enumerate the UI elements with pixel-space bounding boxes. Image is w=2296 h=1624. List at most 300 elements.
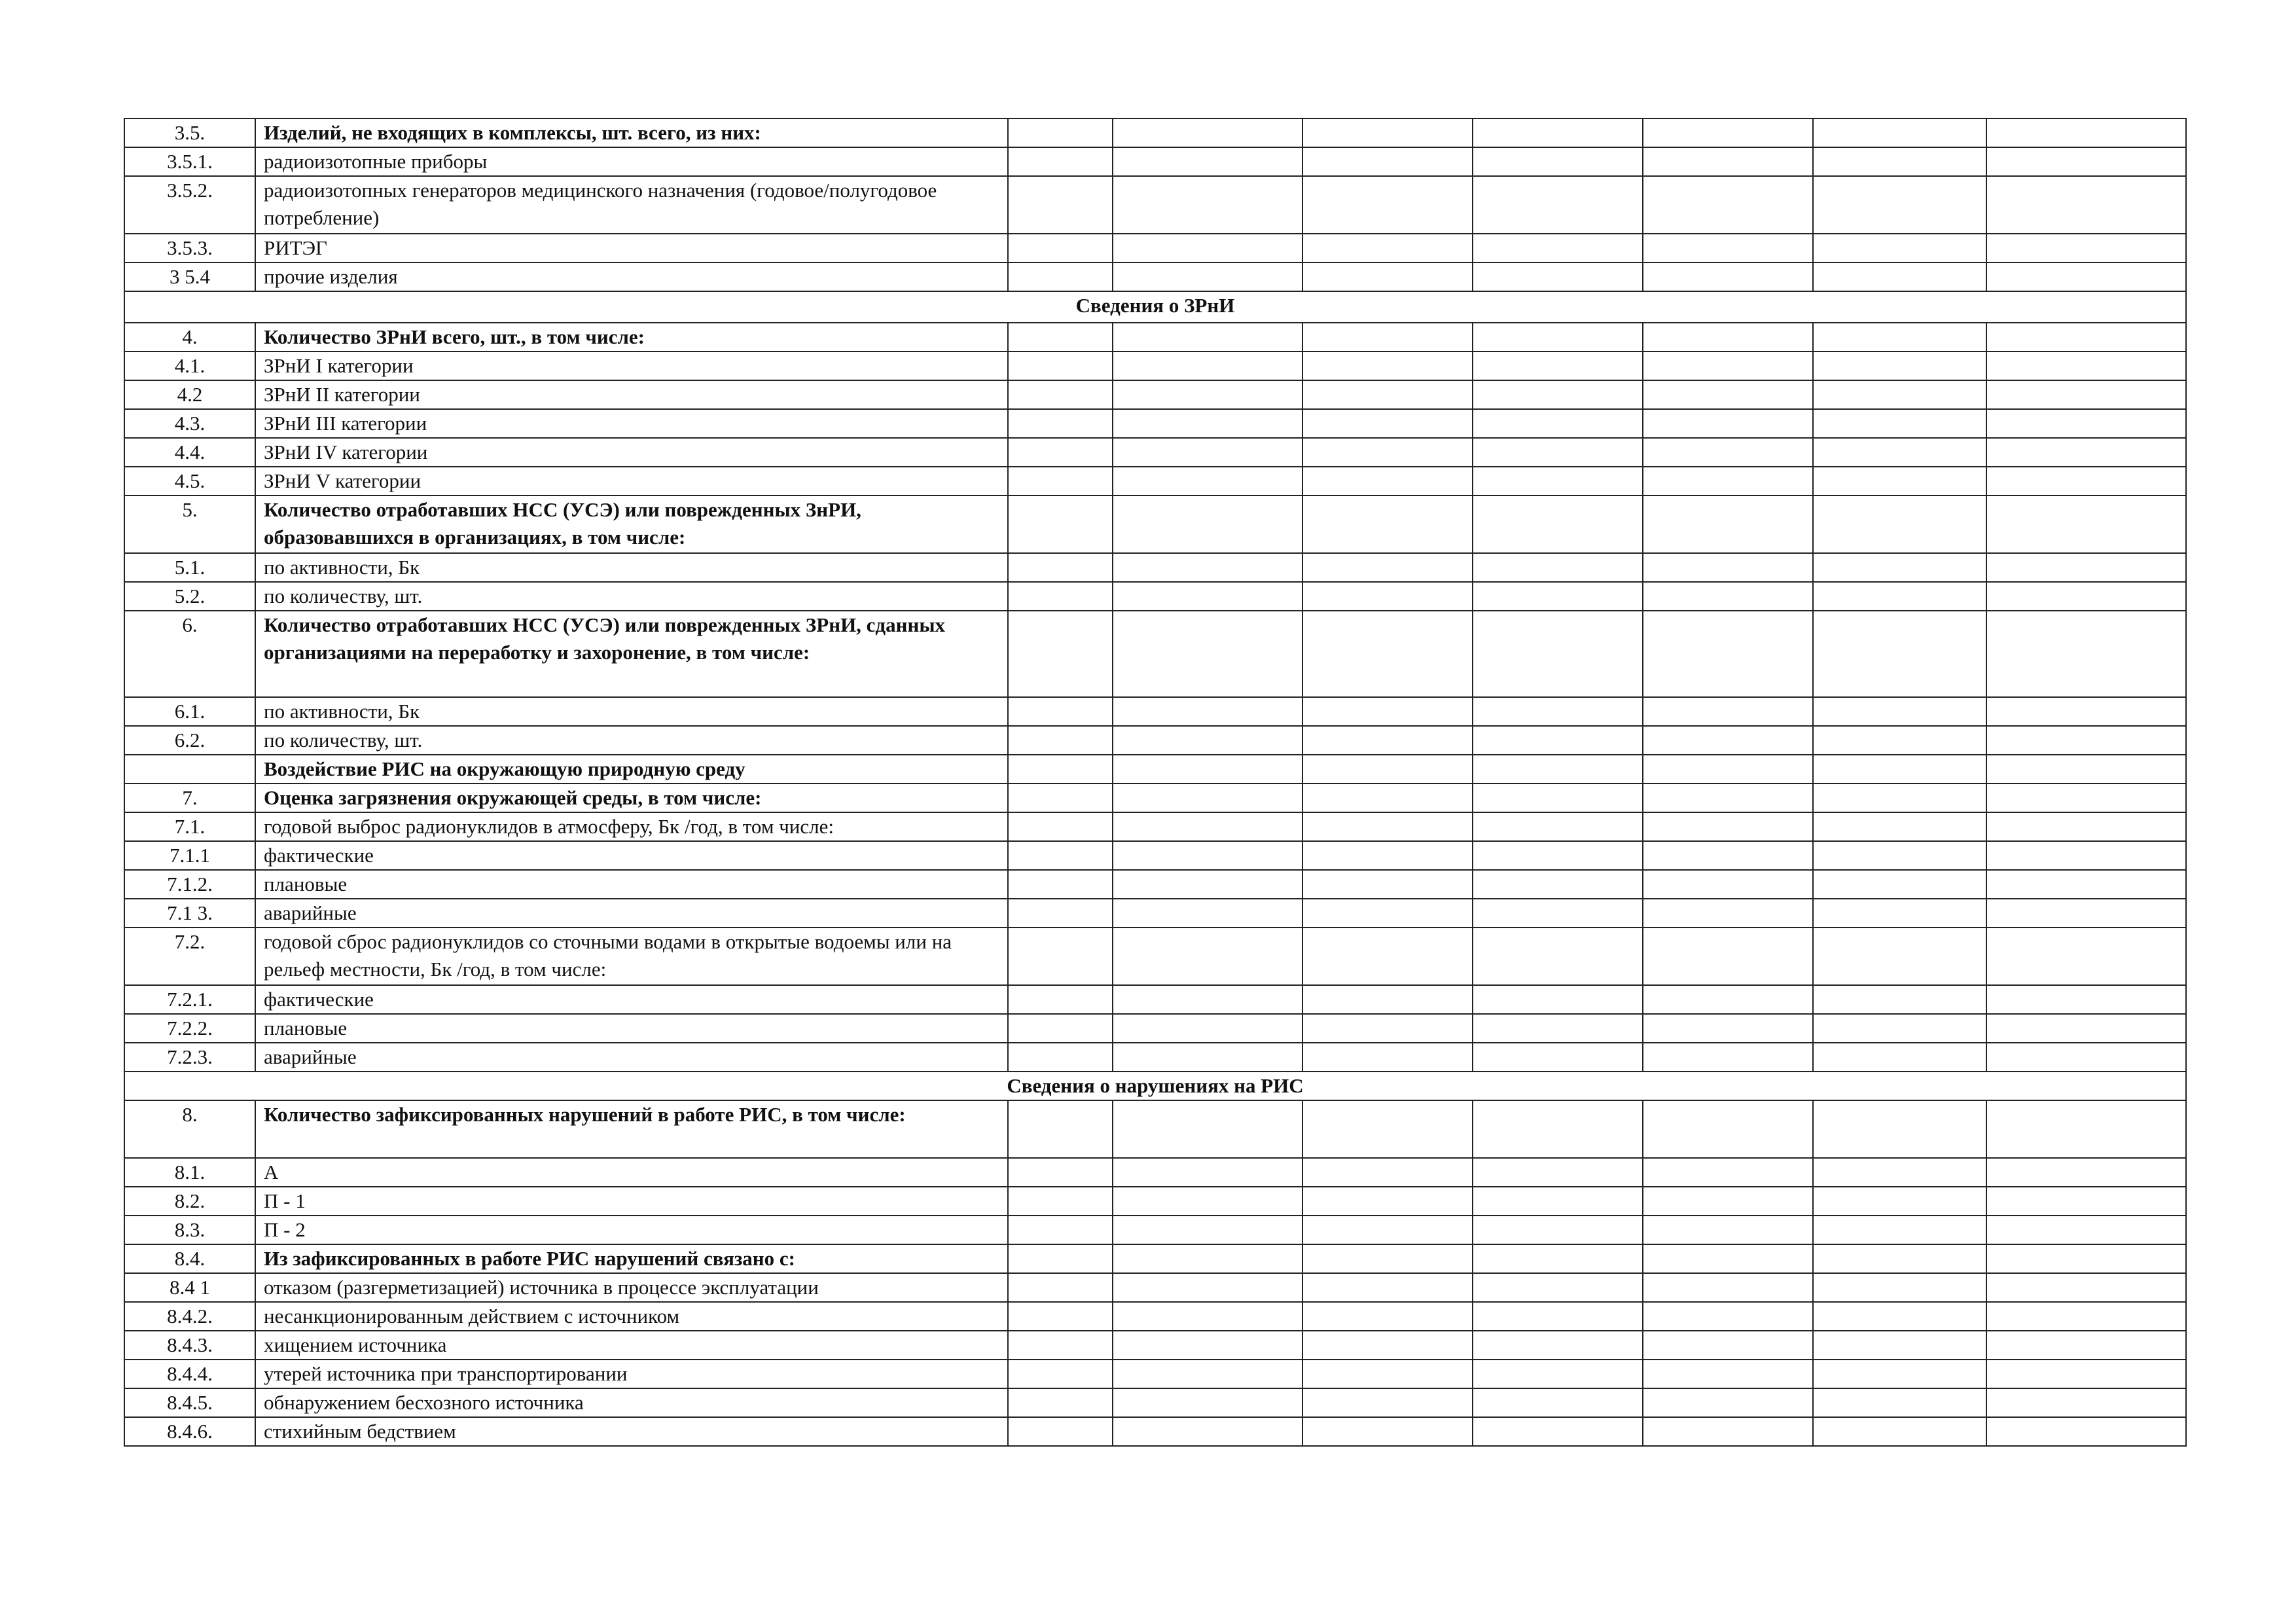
table-row: [124, 176, 2186, 234]
value-cell: [1813, 582, 1986, 611]
row-description: Оценка загрязнения окружающей среды, в том числе:: [255, 784, 1008, 812]
value-cell: [1113, 1158, 1302, 1187]
value-cell: [1302, 784, 1473, 812]
value-cell: [1302, 467, 1473, 496]
table-row: [124, 380, 2186, 409]
value-cell: [1986, 985, 2186, 1014]
value-cell: [1008, 1360, 1113, 1388]
row-number: [124, 755, 255, 784]
row-description: несанкционированным действием с источником: [255, 1302, 1008, 1331]
value-cell: [1302, 812, 1473, 841]
row-number: 6.: [124, 611, 255, 697]
value-cell: [1113, 841, 1302, 870]
value-cell: [1986, 1302, 2186, 1331]
value-cell: [1643, 380, 1813, 409]
row-description: хищением источника: [255, 1331, 1008, 1360]
value-cell: [1813, 409, 1986, 438]
value-cell: [1986, 784, 2186, 812]
value-cell: [1813, 985, 1986, 1014]
row-number: 7.2.3.: [124, 1043, 255, 1072]
value-cell: [1113, 438, 1302, 467]
value-cell: [1473, 1244, 1643, 1273]
value-cell: [1008, 841, 1113, 870]
value-cell: [1008, 147, 1113, 176]
value-cell: [1473, 1302, 1643, 1331]
value-cell: [1643, 262, 1813, 291]
value-cell: [1473, 467, 1643, 496]
value-cell: [1643, 1360, 1813, 1388]
value-cell: [1302, 496, 1473, 553]
value-cell: [1986, 262, 2186, 291]
value-cell: [1986, 1014, 2186, 1043]
value-cell: [1302, 697, 1473, 726]
row-description: П - 1: [255, 1187, 1008, 1216]
value-cell: [1473, 1043, 1643, 1072]
value-cell: [1302, 985, 1473, 1014]
value-cell: [1813, 812, 1986, 841]
value-cell: [1643, 352, 1813, 380]
value-cell: [1113, 1216, 1302, 1244]
value-cell: [1813, 1273, 1986, 1302]
value-cell: [1813, 323, 1986, 352]
row-description: аварийные: [255, 1043, 1008, 1072]
value-cell: [1473, 380, 1643, 409]
value-cell: [1986, 1100, 2186, 1158]
value-cell: [1986, 1216, 2186, 1244]
value-cell: [1113, 755, 1302, 784]
row-number: 8.4.3.: [124, 1331, 255, 1360]
value-cell: [1643, 438, 1813, 467]
value-cell: [1813, 1158, 1986, 1187]
value-cell: [1113, 1360, 1302, 1388]
value-cell: [1986, 467, 2186, 496]
value-cell: [1643, 611, 1813, 697]
value-cell: [1113, 784, 1302, 812]
value-cell: [1643, 1417, 1813, 1446]
value-cell: [1113, 1187, 1302, 1216]
value-cell: [1302, 1158, 1473, 1187]
value-cell: [1643, 1244, 1813, 1273]
row-number: 5.1.: [124, 553, 255, 582]
section-row: [124, 291, 2186, 323]
value-cell: [1008, 409, 1113, 438]
value-cell: [1643, 1043, 1813, 1072]
value-cell: [1473, 812, 1643, 841]
value-cell: [1473, 1014, 1643, 1043]
value-cell: [1643, 1216, 1813, 1244]
value-cell: [1986, 438, 2186, 467]
value-cell: [1473, 323, 1643, 352]
value-cell: [1302, 1273, 1473, 1302]
value-cell: [1813, 262, 1986, 291]
value-cell: [1302, 755, 1473, 784]
value-cell: [1813, 496, 1986, 553]
value-cell: [1473, 1100, 1643, 1158]
value-cell: [1643, 812, 1813, 841]
value-cell: [1986, 841, 2186, 870]
value-cell: [1986, 323, 2186, 352]
value-cell: [1643, 928, 1813, 985]
value-cell: [1113, 118, 1302, 147]
value-cell: [1008, 1014, 1113, 1043]
value-cell: [1113, 380, 1302, 409]
row-number: 8.4.5.: [124, 1388, 255, 1417]
row-description: Изделий, не входящих в комплексы, шт. всего, из них:: [255, 118, 1008, 147]
value-cell: [1986, 553, 2186, 582]
value-cell: [1813, 352, 1986, 380]
value-cell: [1008, 1100, 1113, 1158]
value-cell: [1008, 262, 1113, 291]
value-cell: [1643, 553, 1813, 582]
value-cell: [1302, 1100, 1473, 1158]
section-header: Сведения о нарушениях на РИС: [124, 1072, 2186, 1100]
value-cell: [1008, 582, 1113, 611]
value-cell: [1473, 697, 1643, 726]
value-cell: [1813, 1388, 1986, 1417]
row-number: 3.5.2.: [124, 176, 255, 234]
table-row: [124, 1388, 2186, 1417]
value-cell: [1302, 1360, 1473, 1388]
value-cell: [1813, 755, 1986, 784]
value-cell: [1113, 985, 1302, 1014]
row-description: по количеству, шт.: [255, 582, 1008, 611]
value-cell: [1643, 1158, 1813, 1187]
value-cell: [1113, 1302, 1302, 1331]
value-cell: [1302, 409, 1473, 438]
value-cell: [1986, 1331, 2186, 1360]
row-number: 8.4.: [124, 1244, 255, 1273]
value-cell: [1113, 1417, 1302, 1446]
value-cell: [1813, 1244, 1986, 1273]
value-cell: [1643, 899, 1813, 928]
value-cell: [1113, 176, 1302, 234]
row-number: 5.2.: [124, 582, 255, 611]
value-cell: [1643, 147, 1813, 176]
row-description: Количество зафиксированных нарушений в работе РИС, в том числе:: [255, 1100, 1008, 1158]
row-description: утерей источника при транспортировании: [255, 1360, 1008, 1388]
value-cell: [1113, 870, 1302, 899]
value-cell: [1986, 697, 2186, 726]
value-cell: [1113, 899, 1302, 928]
table-row: [124, 234, 2186, 262]
value-cell: [1302, 611, 1473, 697]
table-row: [124, 553, 2186, 582]
table-row: [124, 1417, 2186, 1446]
value-cell: [1813, 438, 1986, 467]
value-cell: [1008, 1302, 1113, 1331]
value-cell: [1473, 234, 1643, 262]
row-number: 4.5.: [124, 467, 255, 496]
value-cell: [1113, 928, 1302, 985]
value-cell: [1008, 755, 1113, 784]
value-cell: [1302, 118, 1473, 147]
value-cell: [1008, 496, 1113, 553]
value-cell: [1813, 1043, 1986, 1072]
row-description: Из зафиксированных в работе РИС нарушений связано с:: [255, 1244, 1008, 1273]
value-cell: [1643, 1187, 1813, 1216]
value-cell: [1008, 1273, 1113, 1302]
table-row: [124, 1014, 2186, 1043]
report-table: [124, 118, 2187, 1447]
row-number: 4.2: [124, 380, 255, 409]
value-cell: [1813, 841, 1986, 870]
row-number: 8.4 1: [124, 1273, 255, 1302]
value-cell: [1302, 1302, 1473, 1331]
value-cell: [1473, 582, 1643, 611]
table-row: [124, 899, 2186, 928]
value-cell: [1473, 352, 1643, 380]
table-row: [124, 611, 2186, 697]
value-cell: [1302, 899, 1473, 928]
value-cell: [1113, 1273, 1302, 1302]
value-cell: [1008, 726, 1113, 755]
row-description: Количество отработавших НСС (УСЭ) или поврежденных ЗнРИ, образовавшихся в организациях, в том числе:: [255, 496, 1008, 553]
value-cell: [1643, 118, 1813, 147]
table-row: [124, 1187, 2186, 1216]
value-cell: [1113, 582, 1302, 611]
value-cell: [1473, 1187, 1643, 1216]
value-cell: [1643, 496, 1813, 553]
row-number: 5.: [124, 496, 255, 553]
value-cell: [1113, 147, 1302, 176]
value-cell: [1986, 176, 2186, 234]
value-cell: [1473, 1417, 1643, 1446]
row-number: 4.3.: [124, 409, 255, 438]
table-row: [124, 323, 2186, 352]
table-row: [124, 870, 2186, 899]
value-cell: [1113, 726, 1302, 755]
row-description: стихийным бедствием: [255, 1417, 1008, 1446]
value-cell: [1643, 1331, 1813, 1360]
value-cell: [1986, 1244, 2186, 1273]
value-cell: [1302, 1388, 1473, 1417]
value-cell: [1813, 1417, 1986, 1446]
row-description: ЗРнИ IV категории: [255, 438, 1008, 467]
table-body: [124, 118, 2186, 1446]
value-cell: [1008, 812, 1113, 841]
value-cell: [1113, 1014, 1302, 1043]
value-cell: [1473, 1273, 1643, 1302]
value-cell: [1302, 234, 1473, 262]
row-number: 6.1.: [124, 697, 255, 726]
value-cell: [1473, 438, 1643, 467]
value-cell: [1473, 985, 1643, 1014]
value-cell: [1302, 841, 1473, 870]
value-cell: [1473, 1216, 1643, 1244]
table-row: [124, 467, 2186, 496]
table-row: [124, 697, 2186, 726]
value-cell: [1473, 1360, 1643, 1388]
table-row: [124, 118, 2186, 147]
value-cell: [1113, 1100, 1302, 1158]
value-cell: [1008, 352, 1113, 380]
value-cell: [1986, 1273, 2186, 1302]
table-row: [124, 582, 2186, 611]
value-cell: [1813, 784, 1986, 812]
value-cell: [1643, 726, 1813, 755]
row-description: А: [255, 1158, 1008, 1187]
value-cell: [1813, 697, 1986, 726]
value-cell: [1813, 928, 1986, 985]
value-cell: [1473, 611, 1643, 697]
value-cell: [1113, 1388, 1302, 1417]
value-cell: [1008, 1331, 1113, 1360]
value-cell: [1813, 1302, 1986, 1331]
value-cell: [1986, 380, 2186, 409]
value-cell: [1813, 1100, 1986, 1158]
value-cell: [1113, 409, 1302, 438]
table-row: [124, 352, 2186, 380]
value-cell: [1473, 147, 1643, 176]
value-cell: [1113, 1331, 1302, 1360]
row-description: по активности, Бк: [255, 553, 1008, 582]
row-number: 8.4.6.: [124, 1417, 255, 1446]
value-cell: [1643, 467, 1813, 496]
value-cell: [1813, 726, 1986, 755]
value-cell: [1986, 928, 2186, 985]
value-cell: [1643, 1014, 1813, 1043]
value-cell: [1302, 928, 1473, 985]
value-cell: [1008, 1158, 1113, 1187]
value-cell: [1113, 812, 1302, 841]
value-cell: [1302, 1417, 1473, 1446]
value-cell: [1643, 1100, 1813, 1158]
value-cell: [1473, 176, 1643, 234]
value-cell: [1813, 899, 1986, 928]
row-number: 4.1.: [124, 352, 255, 380]
value-cell: [1113, 262, 1302, 291]
row-number: 7.2.1.: [124, 985, 255, 1014]
value-cell: [1986, 582, 2186, 611]
value-cell: [1008, 467, 1113, 496]
row-number: 8.4.4.: [124, 1360, 255, 1388]
value-cell: [1113, 323, 1302, 352]
row-description: Количество ЗРнИ всего, шт., в том числе:: [255, 323, 1008, 352]
value-cell: [1008, 1043, 1113, 1072]
value-cell: [1813, 1331, 1986, 1360]
table-row: [124, 755, 2186, 784]
value-cell: [1643, 1388, 1813, 1417]
value-cell: [1813, 147, 1986, 176]
value-cell: [1302, 352, 1473, 380]
value-cell: [1473, 1331, 1643, 1360]
section-row: [124, 1072, 2186, 1100]
value-cell: [1643, 1302, 1813, 1331]
row-description: фактические: [255, 985, 1008, 1014]
value-cell: [1986, 899, 2186, 928]
table-row: [124, 985, 2186, 1014]
value-cell: [1473, 553, 1643, 582]
table-row: [124, 1273, 2186, 1302]
value-cell: [1643, 841, 1813, 870]
row-description: РИТЭГ: [255, 234, 1008, 262]
row-number: 7.1 3.: [124, 899, 255, 928]
row-number: 3 5.4: [124, 262, 255, 291]
row-number: 8.3.: [124, 1216, 255, 1244]
value-cell: [1302, 1187, 1473, 1216]
row-number: 3.5.1.: [124, 147, 255, 176]
table-row: [124, 726, 2186, 755]
value-cell: [1986, 755, 2186, 784]
value-cell: [1643, 784, 1813, 812]
value-cell: [1986, 147, 2186, 176]
row-number: 7.1.1: [124, 841, 255, 870]
row-number: 7.2.: [124, 928, 255, 985]
value-cell: [1008, 234, 1113, 262]
row-number: 8.: [124, 1100, 255, 1158]
value-cell: [1302, 1014, 1473, 1043]
table-row: [124, 812, 2186, 841]
value-cell: [1008, 380, 1113, 409]
value-cell: [1113, 496, 1302, 553]
value-cell: [1008, 1417, 1113, 1446]
table-row: [124, 1043, 2186, 1072]
value-cell: [1473, 928, 1643, 985]
value-cell: [1813, 870, 1986, 899]
value-cell: [1813, 611, 1986, 697]
value-cell: [1813, 380, 1986, 409]
value-cell: [1008, 985, 1113, 1014]
row-description: по количеству, шт.: [255, 726, 1008, 755]
value-cell: [1986, 1187, 2186, 1216]
row-description: годовой выброс радионуклидов в атмосферу, Бк /год, в том числе:: [255, 812, 1008, 841]
value-cell: [1813, 1187, 1986, 1216]
value-cell: [1473, 755, 1643, 784]
row-number: 8.1.: [124, 1158, 255, 1187]
value-cell: [1302, 1244, 1473, 1273]
value-cell: [1986, 118, 2186, 147]
value-cell: [1986, 726, 2186, 755]
row-description: ЗРнИ V категории: [255, 467, 1008, 496]
value-cell: [1643, 697, 1813, 726]
table-row: [124, 1302, 2186, 1331]
value-cell: [1986, 1158, 2186, 1187]
row-description: плановые: [255, 1014, 1008, 1043]
table-row: [124, 1100, 2186, 1158]
value-cell: [1986, 870, 2186, 899]
row-number: 8.4.2.: [124, 1302, 255, 1331]
row-description: прочие изделия: [255, 262, 1008, 291]
value-cell: [1113, 611, 1302, 697]
row-description: аварийные: [255, 899, 1008, 928]
value-cell: [1113, 467, 1302, 496]
value-cell: [1473, 496, 1643, 553]
value-cell: [1643, 176, 1813, 234]
value-cell: [1986, 496, 2186, 553]
value-cell: [1986, 1388, 2186, 1417]
value-cell: [1008, 697, 1113, 726]
value-cell: [1302, 262, 1473, 291]
row-description: Количество отработавших НСС (УСЭ) или поврежденных ЗРнИ, сданных организациями на переработку и захоронение, в том числе:: [255, 611, 1008, 697]
value-cell: [1986, 409, 2186, 438]
row-description: фактические: [255, 841, 1008, 870]
value-cell: [1986, 234, 2186, 262]
value-cell: [1986, 1417, 2186, 1446]
value-cell: [1302, 870, 1473, 899]
value-cell: [1473, 784, 1643, 812]
table-row: [124, 1331, 2186, 1360]
value-cell: [1008, 438, 1113, 467]
row-description: радиоизотопные приборы: [255, 147, 1008, 176]
value-cell: [1643, 985, 1813, 1014]
value-cell: [1113, 1244, 1302, 1273]
value-cell: [1813, 176, 1986, 234]
value-cell: [1986, 352, 2186, 380]
value-cell: [1473, 899, 1643, 928]
row-number: 4.4.: [124, 438, 255, 467]
value-cell: [1113, 1043, 1302, 1072]
value-cell: [1008, 928, 1113, 985]
